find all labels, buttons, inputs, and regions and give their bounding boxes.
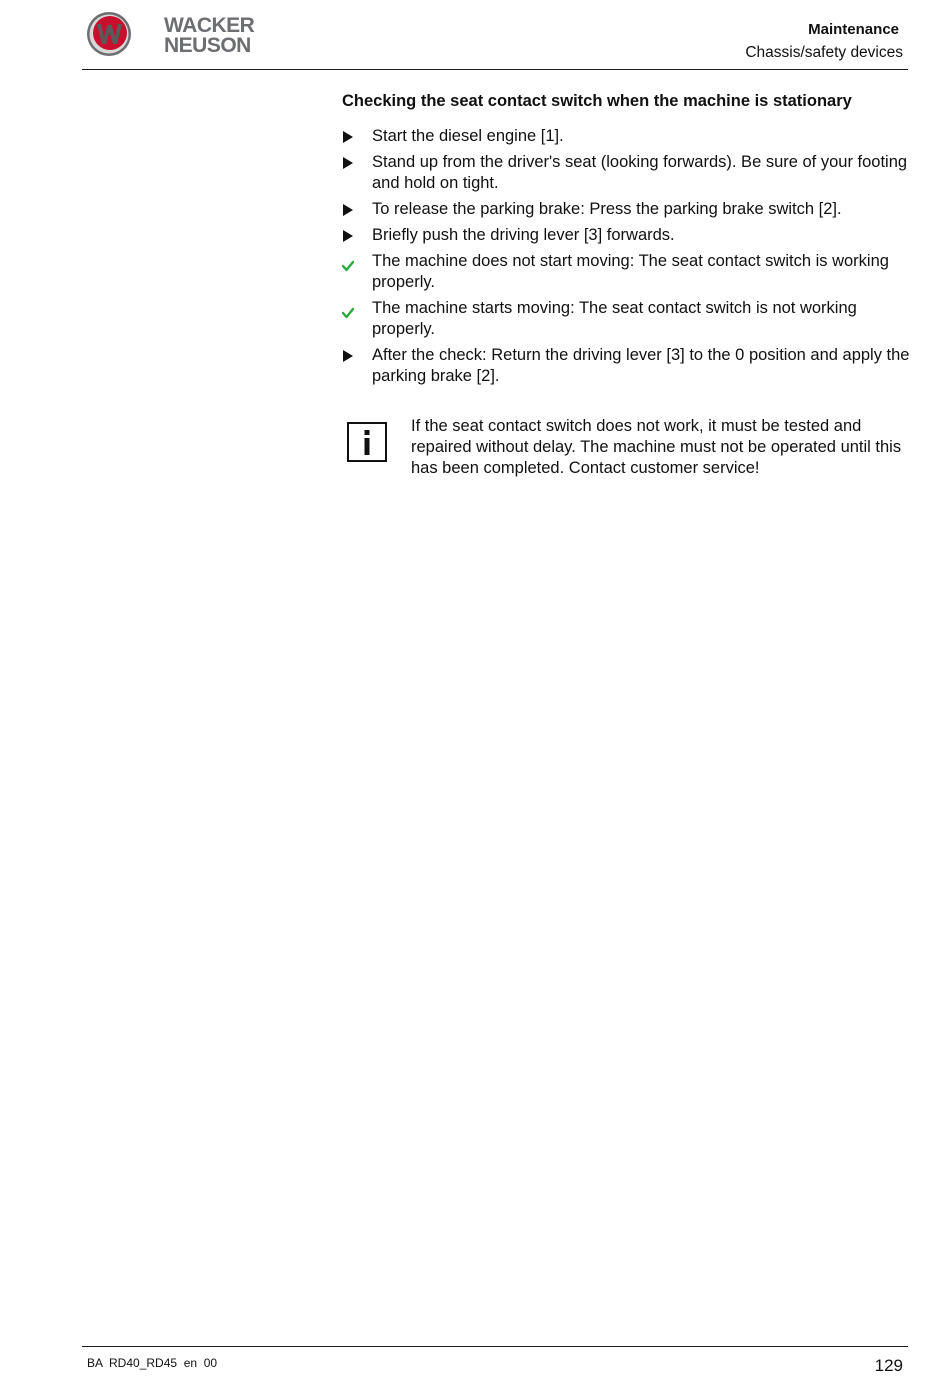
triangle-bullet-icon xyxy=(342,230,354,242)
result-item xyxy=(342,251,912,293)
procedure-steps xyxy=(342,126,912,387)
checkmark-icon xyxy=(342,260,354,272)
chapter-title: Maintenance xyxy=(808,21,899,38)
section-title: Chassis/safety devices xyxy=(745,44,903,61)
triangle-bullet-icon xyxy=(342,131,354,143)
result-text: The machine starts moving: The seat contact switch is not working properly. xyxy=(372,299,857,338)
step-item xyxy=(342,152,912,194)
wacker-neuson-emblem-icon xyxy=(86,11,132,57)
document-id: BA RD40_RD45 en 00 xyxy=(87,1356,218,1370)
triangle-bullet-icon xyxy=(342,350,354,362)
step-text: Stand up from the driver's seat (looking forwards). Be sure of your footing and hold on tight. xyxy=(372,153,908,192)
brand-line-2: NEUSON xyxy=(164,34,251,54)
info-note xyxy=(347,416,907,479)
procedure-title: Checking the seat contact switch when the machine is stationary xyxy=(342,92,852,110)
page-header xyxy=(82,0,908,70)
step-text: Start the diesel engine [1]. xyxy=(372,127,564,145)
checkmark-icon xyxy=(342,307,354,319)
brand-line-1: WACKER xyxy=(164,14,255,37)
main-content xyxy=(342,90,912,392)
step-item xyxy=(342,199,912,220)
step-item xyxy=(342,345,912,387)
step-text: After the check: Return the driving lever [3] to the 0 position and apply the parking brake [2]. xyxy=(372,346,910,385)
step-text: To release the parking brake: Press the parking brake switch [2]. xyxy=(372,200,842,218)
triangle-bullet-icon xyxy=(342,157,354,169)
result-item xyxy=(342,298,912,340)
page-number: 129 xyxy=(874,1356,903,1375)
info-icon xyxy=(347,422,387,462)
triangle-bullet-icon xyxy=(342,204,354,216)
result-text: The machine does not start moving: The seat contact switch is working properly. xyxy=(372,252,889,291)
info-note-text: If the seat contact switch does not work, it must be tested and repaired without delay. The machine must not be operated until this has been completed. Contact customer service! xyxy=(411,417,902,477)
page-footer xyxy=(82,1346,908,1375)
wacker-neuson-wordmark xyxy=(164,14,276,54)
step-item xyxy=(342,126,912,147)
step-item xyxy=(342,225,912,246)
step-text: Briefly push the driving lever [3] forwards. xyxy=(372,226,675,244)
